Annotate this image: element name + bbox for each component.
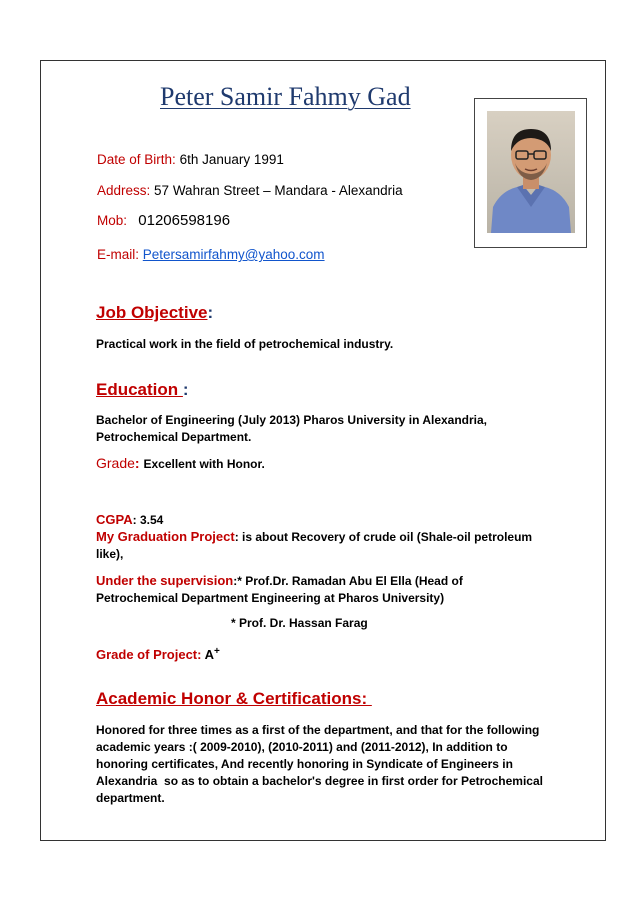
job-objective-colon: :: [207, 303, 214, 322]
honors-text: [96, 722, 566, 807]
email-label: E-mail: [97, 247, 136, 262]
address-separator: :: [146, 183, 155, 198]
education-colon: :: [182, 380, 189, 399]
job-objective-text: Practical work in the field of petrochemical industry.: [96, 337, 394, 351]
email-line: [97, 247, 325, 262]
honors-title: Academic Honor & Certifications:: [96, 689, 372, 708]
address-line: [97, 183, 403, 198]
grade-colon: :: [134, 455, 144, 471]
project-grade-line: [96, 643, 556, 664]
address-value: 57 Wahran Street – Mandara - Alexandria: [154, 183, 403, 198]
degree-text: [96, 412, 556, 446]
project-value: : is about Recovery of crude oil (Shale-oil petroleum: [234, 530, 533, 544]
honors-line: academic years :( 2009-2010), (2010-2011) and (2011-2012), In addition to: [96, 740, 508, 754]
project-value-cont: like),: [96, 547, 124, 561]
grade-label: Grade: [96, 455, 135, 471]
honors-line: Alexandria so as to obtain a bachelor's degree in first order for Petrochemical: [96, 774, 543, 788]
project-grade-value: A: [204, 647, 214, 662]
honors-line: honoring certificates, And recently honoring in Syndicate of Engineers in: [96, 757, 513, 771]
project-grade-label: Grade of Project:: [96, 647, 205, 662]
email-link[interactable]: Petersamirfahmy@yahoo.com: [142, 247, 325, 262]
project-grade-sup: +: [214, 646, 220, 657]
dob-line: [97, 152, 284, 167]
cgpa-line: [96, 511, 556, 529]
supervision-label: Under the supervision: [96, 573, 234, 588]
supervision: [96, 572, 556, 607]
candidate-name: Peter Samir Fahmy Gad: [160, 82, 411, 111]
honors-heading: [96, 689, 372, 709]
project-label: My Graduation Project: [96, 529, 235, 544]
mobile-label: Mob: [97, 213, 124, 228]
mobile-line: [97, 212, 230, 229]
cgpa-value: : 3.54: [132, 513, 164, 527]
education-heading: [96, 380, 189, 400]
profile-photo: [487, 111, 575, 233]
job-objective-heading: [96, 303, 213, 323]
grade-line: [96, 455, 556, 473]
cgpa-label: CGPA: [96, 512, 133, 527]
dob-value: 6th January 1991: [179, 152, 284, 167]
job-objective-title: Job Objective: [96, 303, 208, 322]
address-label: Address: [97, 183, 147, 198]
mobile-separator: :: [123, 213, 139, 228]
email-separator: :: [135, 247, 143, 262]
dob-label: Date of Birth: [97, 152, 173, 167]
second-supervisor: * Prof. Dr. Hassan Farag: [231, 616, 368, 630]
dob-separator: :: [172, 152, 180, 167]
mobile-value: 01206598196: [138, 212, 231, 229]
degree-line: Petrochemical Department.: [96, 430, 252, 444]
education-title: Education: [96, 380, 183, 399]
supervision-value: :* Prof.Dr. Ramadan Abu El Ella (Head of: [233, 574, 463, 588]
grade-value: Excellent with Honor.: [143, 457, 265, 471]
supervision-value-cont: Petrochemical Department Engineering at Pharos University): [96, 591, 445, 605]
honors-line: department.: [96, 791, 165, 805]
photo-frame: [474, 98, 587, 248]
graduation-project: [96, 528, 556, 563]
honors-line: Honored for three times as a first of the department, and that for the following: [96, 723, 540, 737]
degree-line: Bachelor of Engineering (July 2013) Pharos University in Alexandria,: [96, 413, 488, 427]
